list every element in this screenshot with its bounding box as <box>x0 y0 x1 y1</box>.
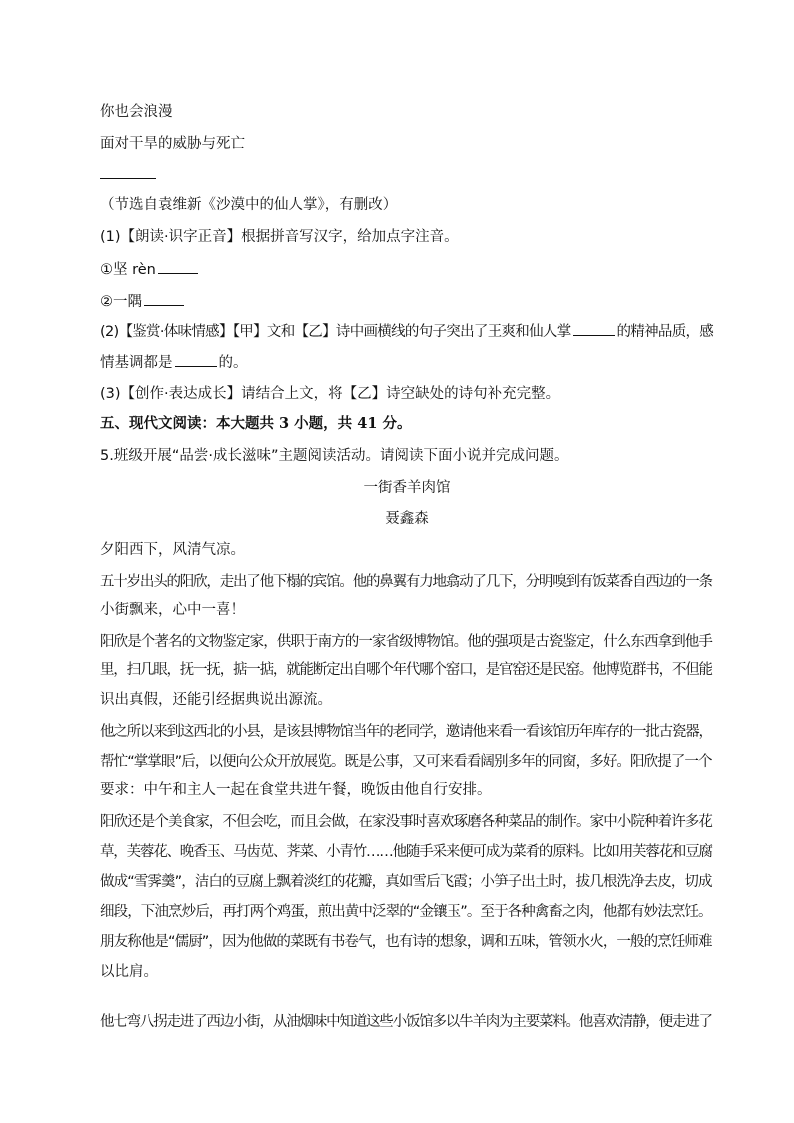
story-p3-line-2: 里，扫几眼，抚一抚，掂一掂，就能断定出自哪个年代哪个窑口，是官窑还是民窑。他博览群书，不但能 <box>100 662 712 678</box>
story-p4-line-3: 要求：中午和主人一起在食堂共进午餐，晚饭由他自行安排。 <box>100 782 492 798</box>
question-1-item-1-text: ①坚 rèn <box>100 262 156 278</box>
answer-blank[interactable] <box>175 352 217 367</box>
story-author: 聂鑫森 <box>385 511 429 527</box>
story-p4-line-2: 帮忙“掌掌眼”后，以便向公众开放展览。既是公事，又可来看看阔别多年的同窗，多好。阳欣提了一个 <box>100 754 712 770</box>
story-p5-line-4: 细段，下油烹炒后，再打两个鸡蛋，煎出黄中泛翠的“金镶玉”。至于各种禽畜之肉，他都有妙法烹饪。 <box>100 904 712 920</box>
story-p4-line-1: 他之所以来到这西北的小县，是该县博物馆当年的老同学，邀请他来看一看该馆历年库存的一批古瓷器， <box>100 724 712 740</box>
poem-line-2: 面对干旱的威胁与死亡 <box>100 136 245 152</box>
question-2-part-1: (2)【鉴赏·体味情感】【甲】文和【乙】诗中画横线的句子突出了王爽和仙人掌 <box>100 324 571 340</box>
story-p2-line-1: 五十岁出头的阳欣，走出了他下榻的宾馆。他的鼻翼有力地翕动了几下，分明嗅到有饭菜香自西边的一条 <box>100 574 712 590</box>
section-instruction: 5.班级开展“品尝·成长滋味”主题阅读活动。请阅读下面小说并完成问题。 <box>100 448 569 464</box>
poem-line-1: 你也会浪漫 <box>100 104 173 120</box>
question-2-line-2 <box>100 352 248 373</box>
answer-blank[interactable] <box>573 321 615 336</box>
answer-blank[interactable] <box>158 259 198 274</box>
question-2-line-2a: 情基调都是 <box>100 355 173 371</box>
poem-source: （节选自袁维新《沙漠中的仙人掌》，有删改） <box>100 197 398 213</box>
story-p3-line-1: 阳欣是个著名的文物鉴定家，供职于南方的一家省级博物馆。他的强项是古瓷鉴定，什么东西拿到他手 <box>100 634 712 650</box>
story-p5-line-5: 朋友称他是“儒厨”，因为他做的菜既有书卷气，也有诗的想象，调和五味，管领水火，一般的烹饪师难 <box>100 934 712 950</box>
story-p5-line-1: 阳欣还是个美食家，不但会吃，而且会做，在家没事时喜欢琢磨各种菜品的制作。家中小院种着许多花 <box>100 814 712 830</box>
question-1-item-2-text: ②一隅 <box>100 294 142 310</box>
story-p6-line-1: 他七弯八拐走进了西边小街，从油烟味中知道这些小饭馆多以牛羊肉为主要菜料。他喜欢清静，便走进了 <box>100 1014 712 1030</box>
question-2-part-2: 的精神品质，感 <box>616 324 714 340</box>
story-paragraph-1: 夕阳西下，风清气凉。 <box>100 542 245 558</box>
story-p5-line-3: 做成“雪霁羹”，洁白的豆腐上飘着淡红的花瓣，真如雪后飞霞；小笋子出土时，拔几根洗净去皮，切成 <box>100 874 712 890</box>
section-heading: 五、现代文阅读：本大题共 3 小题，共 41 分。 <box>100 415 412 432</box>
story-p5-line-6: 以比肩。 <box>100 964 158 980</box>
question-1-item-2 <box>100 291 186 312</box>
question-3: (3)【创作·表达成长】请结合上文，将【乙】诗空缺处的诗句补充完整。 <box>100 386 561 402</box>
story-p3-line-3: 识出真假，还能引经据典说出源流。 <box>100 692 332 708</box>
poem-blank-line <box>100 178 156 179</box>
story-p2-line-2: 小街飘来，心中一喜！ <box>100 602 245 618</box>
question-1: (1)【朗读·识字正音】根据拼音写汉字，给加点字注音。 <box>100 229 459 245</box>
story-title: 一街香羊肉馆 <box>363 480 451 496</box>
question-1-item-1 <box>100 259 200 280</box>
answer-blank[interactable] <box>144 291 184 306</box>
question-2-line-2b: 的。 <box>218 355 248 371</box>
story-p5-line-2: 草，芙蓉花、晚香玉、马齿苋、荠菜、小青竹……他随手采来便可成为菜肴的原料。比如用芙蓉花和豆腐 <box>100 844 712 860</box>
question-2-line-1 <box>100 321 713 342</box>
